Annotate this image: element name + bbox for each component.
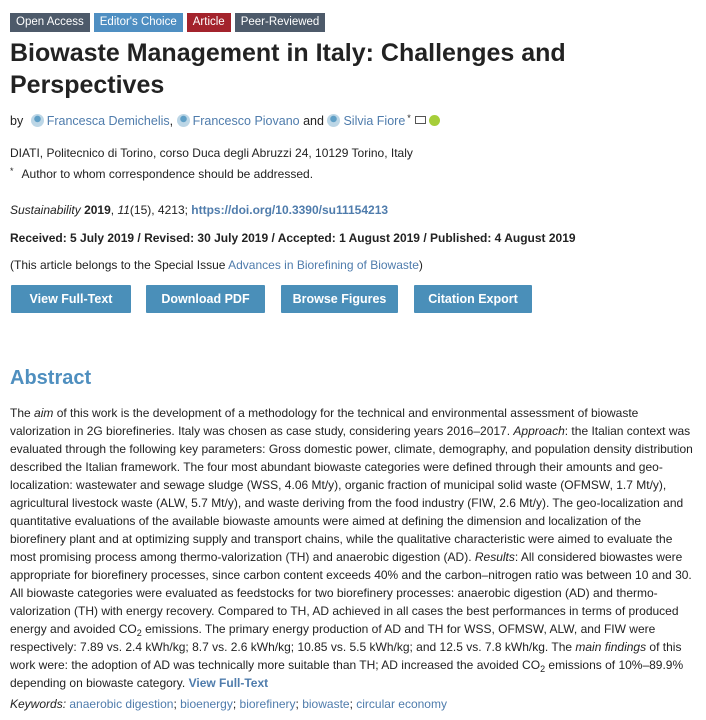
citation-line: Sustainability 2019, 11(15), 4213; https://doi.org/10.3390/su11154213 <box>10 203 389 217</box>
action-buttons <box>11 285 532 313</box>
author-link-piovano[interactable]: Francesco Piovano <box>192 114 300 128</box>
citation-volume: 11 <box>117 203 130 217</box>
main-findings-emphasis: main findings <box>575 640 647 654</box>
subscript: 2 <box>136 628 142 638</box>
special-issue-note <box>10 258 423 272</box>
editors-choice-badge[interactable]: Editor's Choice <box>94 13 183 32</box>
keyword-link[interactable]: biorefinery <box>239 697 296 711</box>
author-separator: , <box>169 114 177 128</box>
keywords-label: Keywords: <box>10 697 67 711</box>
correspondence-text: Author to whom correspondence should be addressed. <box>21 167 314 181</box>
subscript: 2 <box>540 664 546 674</box>
keyword-link[interactable]: biowaste <box>302 697 350 711</box>
author-link-fiore[interactable]: Silvia Fiore <box>343 114 406 128</box>
keywords-line: Keywords: anaerobic digestion; bioenergy; biorefinery; biowaste; circular economy <box>10 697 447 711</box>
citation-year: 2019 <box>84 203 111 217</box>
abstract-heading: Abstract <box>10 367 92 389</box>
by-label: by <box>10 114 24 128</box>
abstract-text: The aim of this work is the development of a methodology for the technical and environmental assessment of biowaste valorization in 2G biorefineries. Italy was chosen as case study, considering years 2016–2017. Approach: the Italian context was evaluated through the following key parameters: Gross domestic power, climate, demography, and population density distribution described the Italian framework. The four most abundant biowaste categories were defined through their amounts and geo-localization: wastewater and sewage sludge (WSS, 4.06 Mt/y), organic fraction of municipal solid waste (OFMSW, 1.7 Mt/y), agricultural livestock waste (ALW, 5.7 Mt/y), and waste deriving from the food industry (FIW, 2.6 Mt/y). The geo-localization and quantitative evaluations of the available biowaste amounts were aimed at defining the dimension and localization of the biorefinery plant and at optimizing supply and transport chains, while the qualitative characteristic were aimed to evaluate the most promising process among thermo-valorization (TH) and anaerobic digestion (AD). Results: All considered biowastes were appropriate for biorefinery processes, since carbon content exceeds 40% and the carbon–nitrogen ratio was between 10 and 30. All biowaste categories were evaluated as feedstocks for two biorefinery processes: anaerobic digestion (AD) and thermo-valorization (TH) with energy recovery. Compared to TH, AD achieved in all cases the best performances in terms of produced energy and avoided $CO_2$ emissions. The primary energy production of AD and TH for WSS, OFMSW, ALW, and FIW were respectively: 7.89 vs. 2.4 kWh/kg; 8.7 vs. 2.6 kWh/kg; 10.85 vs. 5.5 kWh/kg; and 12.5 vs. 7.8 kWh/kg. The main findings of this work were: the adoption of AD was technically more suitable than TH; AD increased the avoided $CO_2$ emissions of 10%–89.9% depending on biowaste category. View Full-Text <box>10 406 693 690</box>
results-emphasis: Results <box>474 550 515 564</box>
author-list <box>10 113 440 128</box>
author-link-demichelis[interactable]: Francesca Demichelis <box>46 114 170 128</box>
download-pdf-button[interactable]: Download PDF <box>146 285 265 313</box>
article-type-badge: Article <box>187 13 231 32</box>
orcid-icon[interactable] <box>429 115 440 126</box>
special-issue-link[interactable]: Advances in Biorefining of Biowaste <box>228 258 419 272</box>
doi-link[interactable]: https://doi.org/10.3390/su11154213 <box>191 203 389 217</box>
email-icon[interactable] <box>415 116 426 124</box>
and-label: and <box>303 114 324 128</box>
browse-figures-button[interactable]: Browse Figures <box>281 285 398 313</box>
author-profile-icon[interactable] <box>177 114 190 127</box>
special-issue-suffix: ) <box>418 258 423 272</box>
author-profile-icon[interactable] <box>31 114 44 127</box>
affiliation: DIATI, Politecnico di Torino, corso Duca degli Abruzzi 24, 10129 Torino, Italy <box>10 146 413 160</box>
citation-export-button[interactable]: Citation Export <box>414 285 532 313</box>
approach-emphasis: Approach <box>513 424 565 438</box>
keyword-link[interactable]: circular economy <box>356 697 447 711</box>
special-issue-prefix: (This article belongs to the Special Issue <box>10 258 229 272</box>
peer-reviewed-badge[interactable]: Peer-Reviewed <box>235 13 326 32</box>
keyword-link[interactable]: anaerobic digestion <box>69 697 174 711</box>
badge-row <box>10 13 325 32</box>
publication-dates: Received: 5 July 2019 / Revised: 30 July 2019 / Accepted: 1 August 2019 / Published: 4 August 2019 <box>10 231 576 245</box>
citation-article-number: , 4213; <box>151 203 192 217</box>
correspondence-note <box>10 166 313 181</box>
aim-emphasis: aim <box>34 406 54 420</box>
corresponding-author-mark: * <box>407 113 411 123</box>
citation-issue: (15) <box>129 203 152 217</box>
journal-name: Sustainability <box>10 203 81 217</box>
keyword-link[interactable]: bioenergy <box>180 697 233 711</box>
author-profile-icon[interactable] <box>327 114 340 127</box>
open-access-badge[interactable]: Open Access <box>10 13 90 32</box>
correspondence-mark: * <box>10 166 14 176</box>
article-title: Biowaste Management in Italy: Challenges and Perspectives <box>10 39 566 99</box>
abstract-full-text-link[interactable]: View Full-Text <box>188 676 269 690</box>
view-full-text-button[interactable]: View Full-Text <box>11 285 131 313</box>
